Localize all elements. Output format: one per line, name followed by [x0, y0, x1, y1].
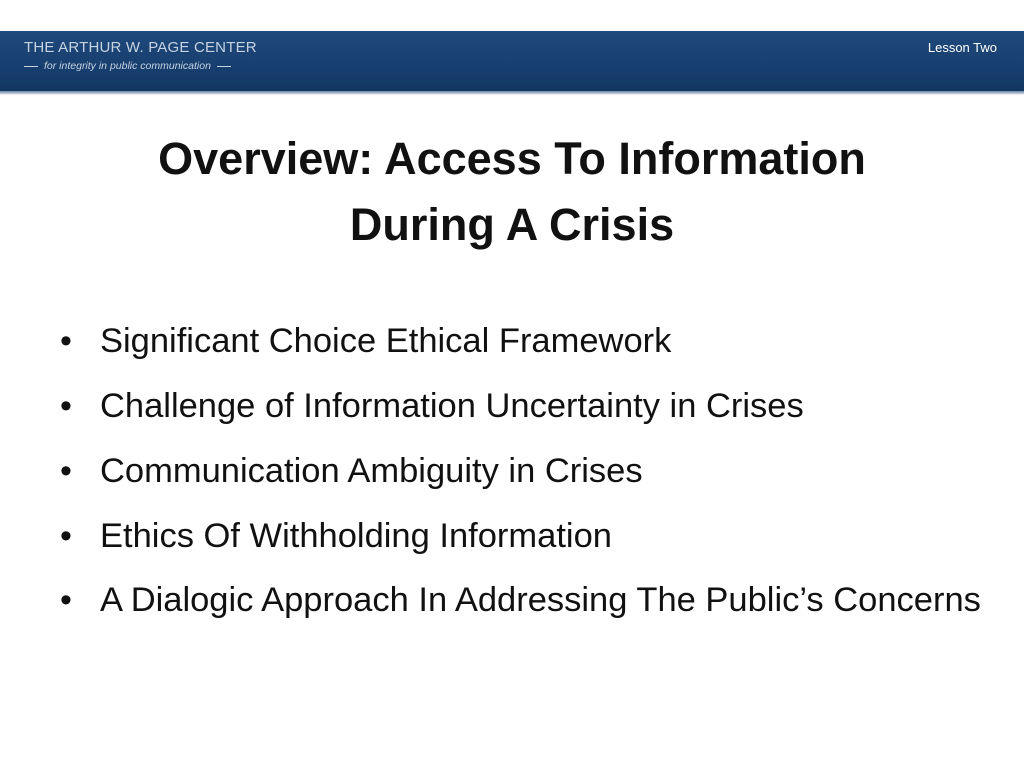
lesson-label: Lesson Two: [927, 40, 997, 55]
brand-suffix: CENTER: [189, 39, 257, 56]
bullet-dot-icon: •: [60, 387, 72, 425]
tagline-rule-right: [217, 66, 231, 67]
bullet-dot-icon: •: [60, 452, 72, 490]
bullet-dot-icon: •: [60, 322, 72, 360]
bullet-item: [58, 314, 988, 368]
title-line-2: During A Crisis: [349, 199, 675, 250]
bullet-item: [58, 444, 988, 498]
bullet-item: [58, 574, 988, 627]
tagline-rule-left: [24, 66, 38, 67]
bullet-text: Challenge of Information Uncertainty in Crises: [100, 387, 804, 425]
bullet-text: Communication Ambiguity in Crises: [100, 452, 643, 490]
bullet-text: A Dialogic Approach In Addressing The Public’s Concerns: [100, 581, 981, 619]
bullet-dot-icon: •: [60, 581, 72, 619]
brand-name: ARTHUR W. PAGE: [58, 39, 190, 56]
brand-title: [24, 39, 257, 57]
bullet-text: Ethics Of Withholding Information: [100, 517, 612, 555]
bullet-list: [58, 314, 988, 638]
bullet-item: [58, 379, 988, 433]
bullet-item: [58, 509, 988, 563]
brand-prefix: THE: [24, 39, 59, 56]
brand-logo: [24, 39, 257, 73]
header-bar: [0, 31, 1024, 91]
title-line-1: Overview: Access To Information: [158, 133, 866, 184]
bullet-dot-icon: •: [60, 517, 72, 555]
brand-tagline: for integrity in public communication: [44, 60, 211, 72]
brand-tagline-row: [24, 59, 257, 73]
slide-title: [62, 126, 962, 258]
bullet-text: Significant Choice Ethical Framework: [100, 322, 672, 360]
